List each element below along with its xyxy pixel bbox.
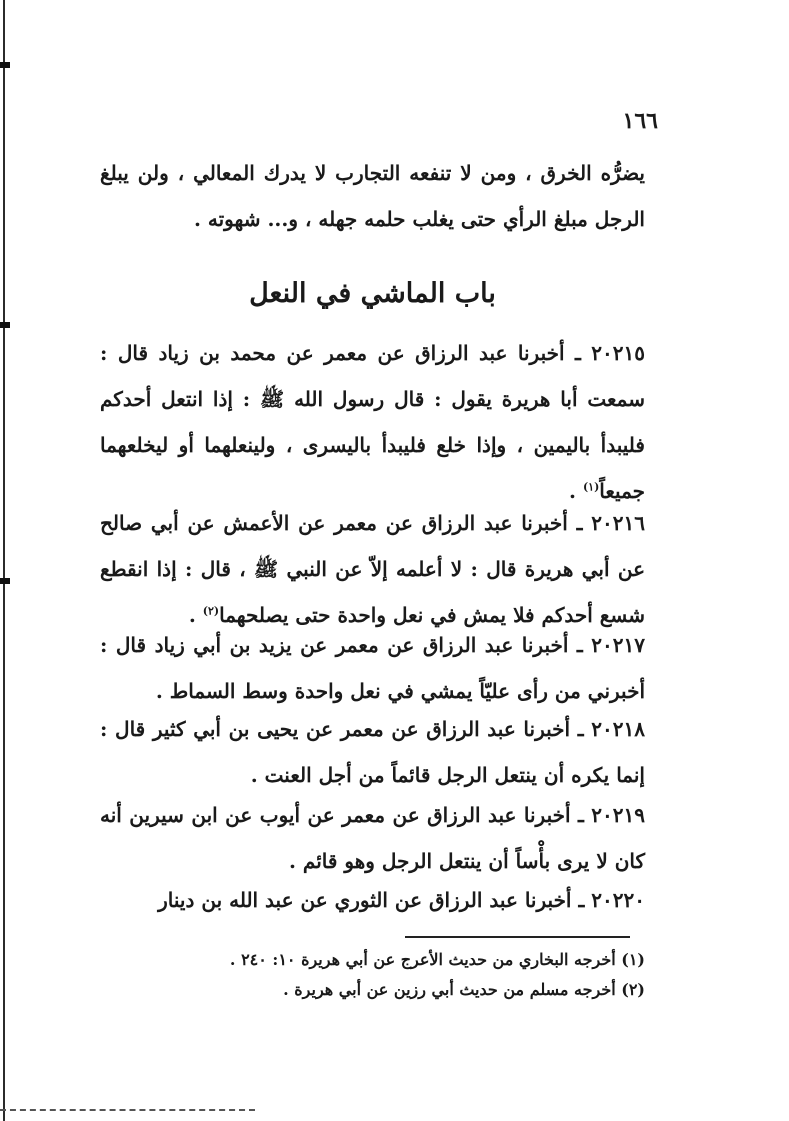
hadith-text: ـ أخبرنا عبد الرزاق عن معمر عن يحيى بن أبي كثير قال : إنما يكره أن ينتعل الرجل قائماً من أجل العنت .	[100, 717, 645, 787]
hadith-number: ٢٠٢١٩	[591, 803, 645, 827]
hadith-text: ـ أخبرنا عبد الرزاق عن الثوري عن عبد الله بن دينار	[158, 888, 592, 912]
page-number: ١٦٦	[622, 108, 658, 134]
hadith-paragraph	[100, 500, 645, 638]
footnotes	[100, 945, 645, 1005]
scan-edge-mark	[0, 62, 10, 68]
footnote-ref: (١)	[582, 480, 600, 494]
hadith-text: ـ أخبرنا عبد الرزاق عن معمر عن محمد بن زياد قال : سمعت أبا هريرة يقول : قال رسول الله ﷺ : إذا انتعل أحدكم فليبدأ باليمين ، وإذا خلع فليبدأ باليسرى ، ولينعلهما أو ليخلعهما جميعاً	[100, 341, 645, 503]
intro-paragraph: يضرُّه الخرق ، ومن لا تنفعه التجارب لا يدرك المعالي ، ولن يبلغ الرجل مبلغ الرأي حتى يغلب حلمه جهله ، و... شهوته .	[100, 161, 645, 231]
footnote-2: (٢) أخرجه مسلم من حديث أبي رزين عن أبي هريرة .	[283, 980, 645, 999]
hadith-number: ٢٠٢٢٠	[591, 888, 645, 912]
hadith-end: .	[569, 479, 583, 503]
scan-edge-mark	[0, 578, 10, 584]
hadith-text: ـ أخبرنا عبد الرزاق عن معمر عن الأعمش عن أبي صالح عن أبي هريرة قال : لا أعلمه إلاّ عن النبي ﷺ ، قال : إذا انقطع شسع أحدكم فلا يمش في نعل واحدة حتى يصلحهما	[100, 511, 645, 627]
hadith-number: ٢٠٢١٥	[591, 341, 645, 365]
hadith-number: ٢٠٢١٦	[591, 511, 645, 535]
footnote-1: (١) أخرجه البخاري من حديث الأعرج عن أبي هريرة ١٠: ٢٤٠ .	[229, 950, 645, 969]
scan-edge-line	[3, 0, 5, 1121]
hadith-paragraph	[100, 330, 645, 514]
footnote-separator	[405, 936, 630, 938]
hadith-end: .	[188, 603, 203, 627]
scan-bottom-dash	[0, 1109, 255, 1111]
hadith-paragraph	[100, 792, 645, 884]
hadith-number: ٢٠٢١٧	[591, 633, 645, 657]
scan-edge-mark	[0, 322, 10, 328]
hadith-paragraph	[100, 622, 645, 714]
hadith-text: ـ أخبرنا عبد الرزاق عن معمر عن يزيد بن أبي زياد قال : أخبرني من رأى عليّاً يمشي في نعل واحدة وسط السماط .	[100, 633, 645, 703]
hadith-number: ٢٠٢١٨	[591, 717, 645, 741]
footnote-ref: (٢)	[202, 604, 220, 618]
hadith-paragraph	[100, 706, 645, 798]
chapter-title: باب الماشي في النعل	[249, 278, 496, 309]
hadith-paragraph	[100, 877, 645, 923]
hadith-text: ـ أخبرنا عبد الرزاق عن معمر عن أيوب عن ابن سيرين أنه كان لا يرى بأْساً أن ينتعل الرجل وهو قائم .	[100, 803, 645, 873]
